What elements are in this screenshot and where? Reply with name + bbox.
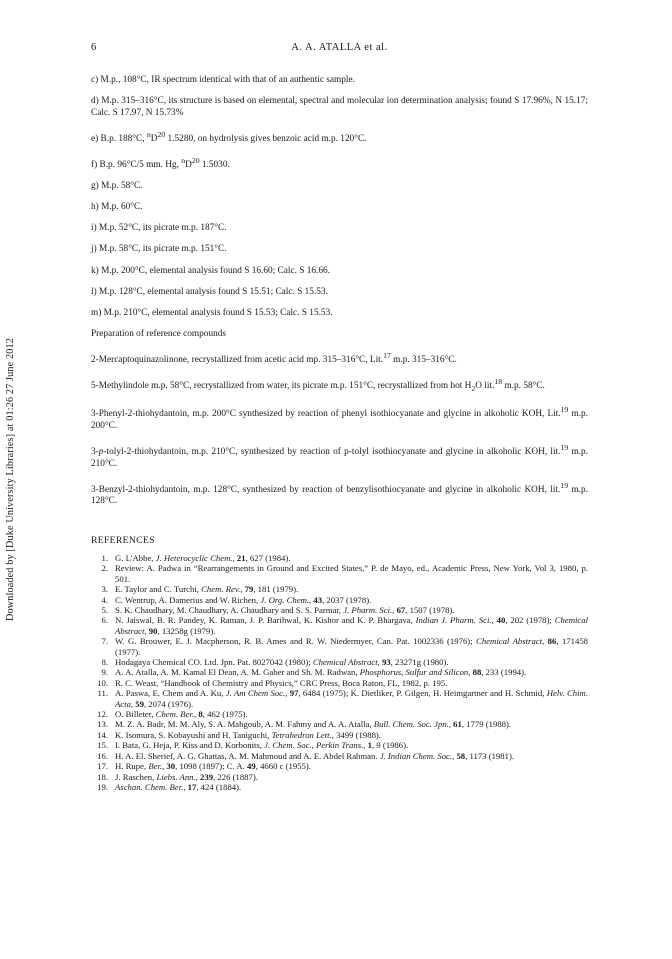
reference-text: I. Bata, G. Heja, P. Kiss and D. Korbonits, J. Chem. Soc., Perkin Trans., 1, 9 (1986). xyxy=(115,740,409,751)
note-paragraph: g) M.p. 58°C. xyxy=(91,181,143,192)
reference-item xyxy=(91,719,588,729)
page-header xyxy=(91,42,588,60)
reference-text: C. Wentrup, A. Damerius and W. Richen, J. Org. Chem., 43, 2037 (1978). xyxy=(115,594,372,605)
reference-number: 16. xyxy=(97,750,108,761)
reference-item xyxy=(91,688,588,709)
reference-text: J. Raschen, Liebs. Ann., 239, 226 (1887). xyxy=(115,771,258,782)
reference-text: N. Jaiswal, B. R. Pandey, K. Raman, J. P. Barihwal, K. Kishor and K. P. Bhargava, Indian J. Pharm. Sci., 40, 202 (1978); Chemical Abstract, 90, 13258g (1979). xyxy=(115,615,589,636)
reference-item xyxy=(91,751,588,761)
reference-number: 1. xyxy=(101,552,108,563)
reference-number: 11. xyxy=(97,688,108,699)
reference-item xyxy=(91,730,588,740)
reference-text: A. A. Atalla, A. M. Kamal El Dean, A. M. Gaber and Sh. M. Radwan, Phosphorus, Sulfur and Silicon, 88, 233 (1994). xyxy=(115,667,527,678)
reference-number: 7. xyxy=(101,636,108,647)
references-heading: REFERENCES xyxy=(91,534,155,546)
reference-number: 5. xyxy=(101,605,108,616)
reference-number: 10. xyxy=(97,677,108,688)
note-paragraph: 5-Methylindole m.p. 58°C, recrystallized from water, its picrate m.p. 151°C, recrystallized from hot $H_2O$ lit.$^{18}$ m.p. 58°C. xyxy=(91,377,545,394)
reference-text: G. L'Abbe, J. Heterocyclic Chem., 21, 627 (1984). xyxy=(115,552,291,563)
note-paragraph: h) M.p. 60°C. xyxy=(91,202,143,213)
reference-item xyxy=(91,636,588,657)
reference-item xyxy=(91,657,588,667)
reference-item xyxy=(91,595,588,605)
reference-number: 18. xyxy=(97,771,108,782)
reference-item xyxy=(91,772,588,782)
reference-text: K. Isomura, S. Kobayushi and H. Taniguchi, Tetrahedron Lett., 3499 (1988). xyxy=(115,729,381,740)
reference-text: A. Paswa, E. Chem and A. Ku, J. Am Chem Soc., 97, 6484 (1975); K. Dietliker, P. Gilgen, H. Heimgartner and H. Schmid, Helv. Chim. Acta, 59, 2074 (1976). xyxy=(115,688,588,709)
reference-item xyxy=(91,761,588,771)
reference-number: 6. xyxy=(101,615,108,626)
reference-item xyxy=(91,782,588,792)
note-paragraph: l) M.p. 128°C, elemental analysis found S 15.51; Calc. S 15.53. xyxy=(91,286,328,297)
reference-text: Aschan. Chem. Ber., 17, 424 (1884). xyxy=(115,781,242,792)
reference-text: Review: A. Padwa in “Rearrangements in Ground and Excited States,” P. de Mayo, ed., Academic Press, New York, Vol 3, 1980, p. 501. xyxy=(115,563,588,584)
note-paragraph: c) M.p., 108°C, IR spectrum identical with that of an authentic sample. xyxy=(91,75,355,85)
reference-text: E. Taylor and C. Turchi, Chem. Rev., 79, 181 (1979). xyxy=(115,584,299,595)
reference-number: 17. xyxy=(97,761,108,772)
page-number: 6 xyxy=(91,42,97,53)
reference-text: S. K. Chaudhary, M. Chaudhary, A. Chaudhary and S. S. Parmar, J. Pharm. Sci., 67, 1507 (1978). xyxy=(115,605,455,616)
reference-number: 3. xyxy=(101,584,108,595)
reference-text: H. A. El. Sherief, A. G. Ghattas, A. M. Mahmoud and A. E. Abdel Rahman. J. Indian Chem. Soc., 58, 1173 (1981). xyxy=(115,750,515,761)
note-paragraph: f) B.p. 96°C/5 mm. Hg, $^nD^{20}$ 1.5030. xyxy=(91,155,230,171)
reference-text: Hodagaya Chemical CO. Ltd. Jpn. Pat. 8027042 (1980); Chemical Abstract, 93, 23271g (1980). xyxy=(115,657,449,668)
section-heading: Preparation of reference compounds xyxy=(91,328,227,339)
reference-item xyxy=(91,615,588,636)
note-paragraph: d) M.p. 315–316°C, its structure is based on elemental, spectral and molecular ion determination analysis; found S 17.96%, N 15.17; Calc. S 17.97, N 15.73% xyxy=(91,96,588,118)
reference-text: R. C. Weast, “Handbook of Chemistry and Physics,” CRC Press, Boca Raton, FL, 1982, p. 195. xyxy=(115,677,448,688)
reference-item xyxy=(91,709,588,719)
download-watermark-text: Downloaded by [Duke University Libraries] at 01:26 27 June 2012 xyxy=(5,337,17,622)
reference-text: M. Z. A. Badr, M. M. Aly, S. A. Mahgoub, A. M. Fahmy and A. A. Atalla, Bull. Chem. Soc. Jpn., 61, 1779 (1988). xyxy=(115,719,512,730)
reference-item xyxy=(91,605,588,615)
experimental-notes xyxy=(91,75,588,508)
reference-text: O. Billeter, Chem. Ber., 8, 462 (1975). xyxy=(115,709,248,720)
reference-number: 12. xyxy=(97,709,108,720)
reference-number: 2. xyxy=(101,563,108,574)
reference-item xyxy=(91,667,588,677)
reference-item xyxy=(91,553,588,563)
reference-number: 9. xyxy=(101,667,108,678)
reference-number: 15. xyxy=(97,740,108,751)
reference-item xyxy=(91,740,588,750)
reference-item xyxy=(91,584,588,594)
reference-item xyxy=(91,678,588,688)
note-paragraph: k) M.p. 200°C, elemental analysis found S 16.60; Calc. S 16.66. xyxy=(91,265,330,276)
reference-number: 8. xyxy=(101,657,108,668)
note-paragraph: i) M.p. 52°C, its picrate m.p. 187°C. xyxy=(91,223,227,234)
reference-number: 13. xyxy=(97,719,108,730)
note-paragraph: 3-Phenyl-2-thiohydantoin, m.p. 200°C synthesized by reaction of phenyl isothiocyanate and glycine in alkoholic KOH, Lit.$^{19}$ m.p. 200°C. xyxy=(91,405,588,431)
reference-number: 14. xyxy=(97,729,108,740)
note-paragraph: m) M.p. 210°C, elemental analysis found S 15.53; Calc. S 15.53. xyxy=(91,307,333,318)
note-paragraph: 3-Benzyl-2-thiohydantoin, m.p. 128°C, synthesized by reaction of benzylisothiocyanate and glycine in alkoholic KOH, lit.$^{19}$ m.p. 128°C. xyxy=(91,480,588,507)
reference-item xyxy=(91,563,588,584)
running-head: A. A. ATALLA et al. xyxy=(291,42,388,53)
reference-text: W. G. Brouwer, E. J. Macpherson, R. B. Ames and R. W. Niedermyer, Can. Pat. 1002336 (1976); Chemical Abstract, 86, 171458 (1977). xyxy=(115,636,589,657)
note-paragraph: 3-p-tolyl-2-thiohydantoin, m.p. 210°C, synthesized by reaction of p-tolyl isothiocyanate and glycine in alkoholic KOH, lit.$^{19}$ m.p. 210°C. xyxy=(91,442,589,469)
page-body xyxy=(91,42,588,792)
references-list xyxy=(91,553,588,792)
reference-number: 19. xyxy=(97,781,108,792)
reference-number: 4. xyxy=(101,594,108,605)
note-paragraph: 2-Mercaptoquinazolinone, recrystallized from acetic acid mp. 315–316°C, Lit.$^{17}$ m.p. 315–316°C. xyxy=(91,350,457,365)
download-watermark xyxy=(0,0,22,959)
note-paragraph: j) M.p. 58°C, its picrate m.p. 151°C. xyxy=(91,244,227,255)
reference-text: H. Rupe, Ber., 30, 1098 (1897); C. A. 49, 4660 c (1955). xyxy=(115,761,311,772)
note-paragraph: e) B.p. 188°C, $^nD^{20}$ 1.5280, on hydrolysis gives benzoic acid m.p. 120°C. xyxy=(91,129,367,144)
